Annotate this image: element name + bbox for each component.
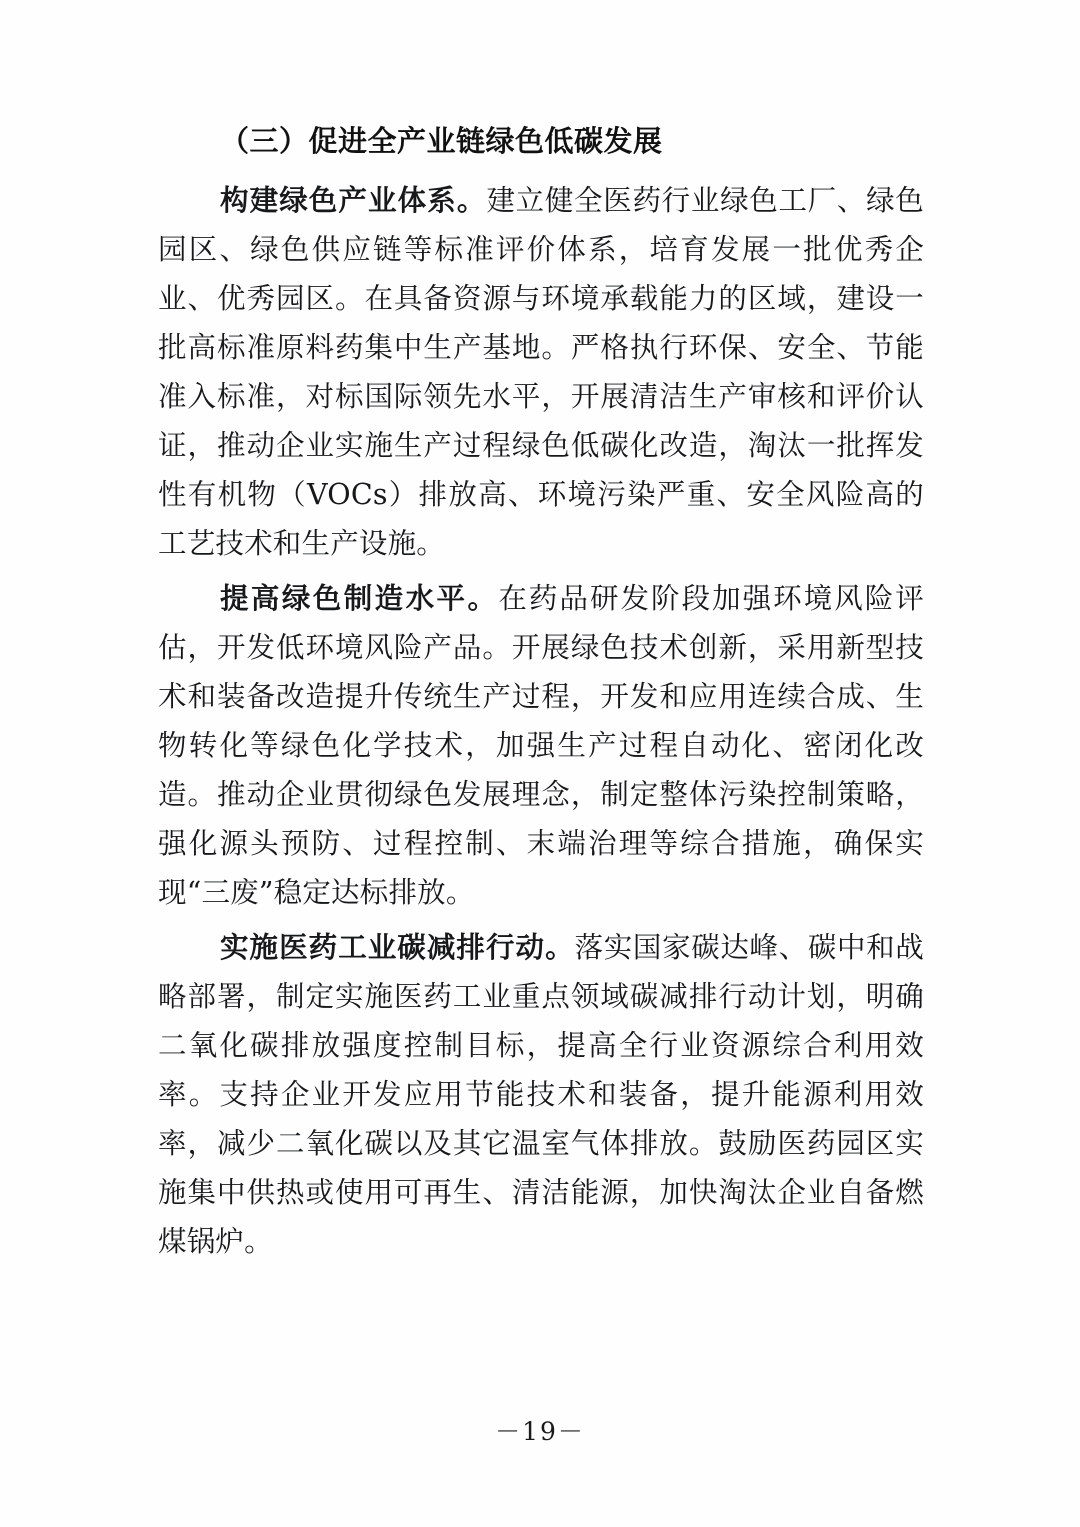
paragraph-green-manufacturing	[158, 574, 924, 917]
page-number: －19－	[495, 1417, 585, 1446]
paragraph-lead-1: 构建绿色产业体系。	[220, 183, 487, 218]
page-content	[158, 120, 924, 1272]
paragraph-green-industry-system	[158, 176, 924, 568]
paragraph-body-1: 建立健全医药行业绿色工厂、绿色园区、绿色供应链等标准评价体系，培育发展一批优秀企业、优秀园区。在具备资源与环境承载能力的区域，建设一批高标准原料药集中生产基地。严格执行环保、安全、节能准入标准，对标国际领先水平，开展清洁生产审核和评价认证，推动企业实施生产过程绿色低碳化改造，淘汰一批挥发性有机物（VOCs）排放高、环境污染严重、安全风险高的工艺技术和生产设施。	[158, 184, 924, 561]
paragraph-carbon-reduction	[158, 923, 924, 1266]
section-heading: （三）促进全产业链绿色低碳发展	[220, 124, 663, 158]
paragraph-body-3: 落实国家碳达峰、碳中和战略部署，制定实施医药工业重点领域碳减排行动计划，明确二氧化碳排放强度控制目标，提高全行业资源综合利用效率。支持企业开发应用节能技术和装备，提升能源利用效率，减少二氧化碳以及其它温室气体排放。鼓励医药园区实施集中供热或使用可再生、清洁能源，加快淘汰企业自备燃煤锅炉。	[158, 931, 924, 1259]
paragraph-lead-3: 实施医药工业碳减排行动。	[220, 930, 575, 965]
paragraph-body-2: 在药品研发阶段加强环境风险评估，开发低环境风险产品。开展绿色技术创新，采用新型技术和装备改造提升传统生产过程，开发和应用连续合成、生物转化等绿色化学技术，加强生产过程自动化、密闭化改造。推动企业贯彻绿色发展理念，制定整体污染控制策略，强化源头预防、过程控制、末端治理等综合措施，确保实现“三废”稳定达标排放。	[158, 582, 924, 910]
paragraph-lead-2: 提高绿色制造水平。	[220, 581, 499, 616]
